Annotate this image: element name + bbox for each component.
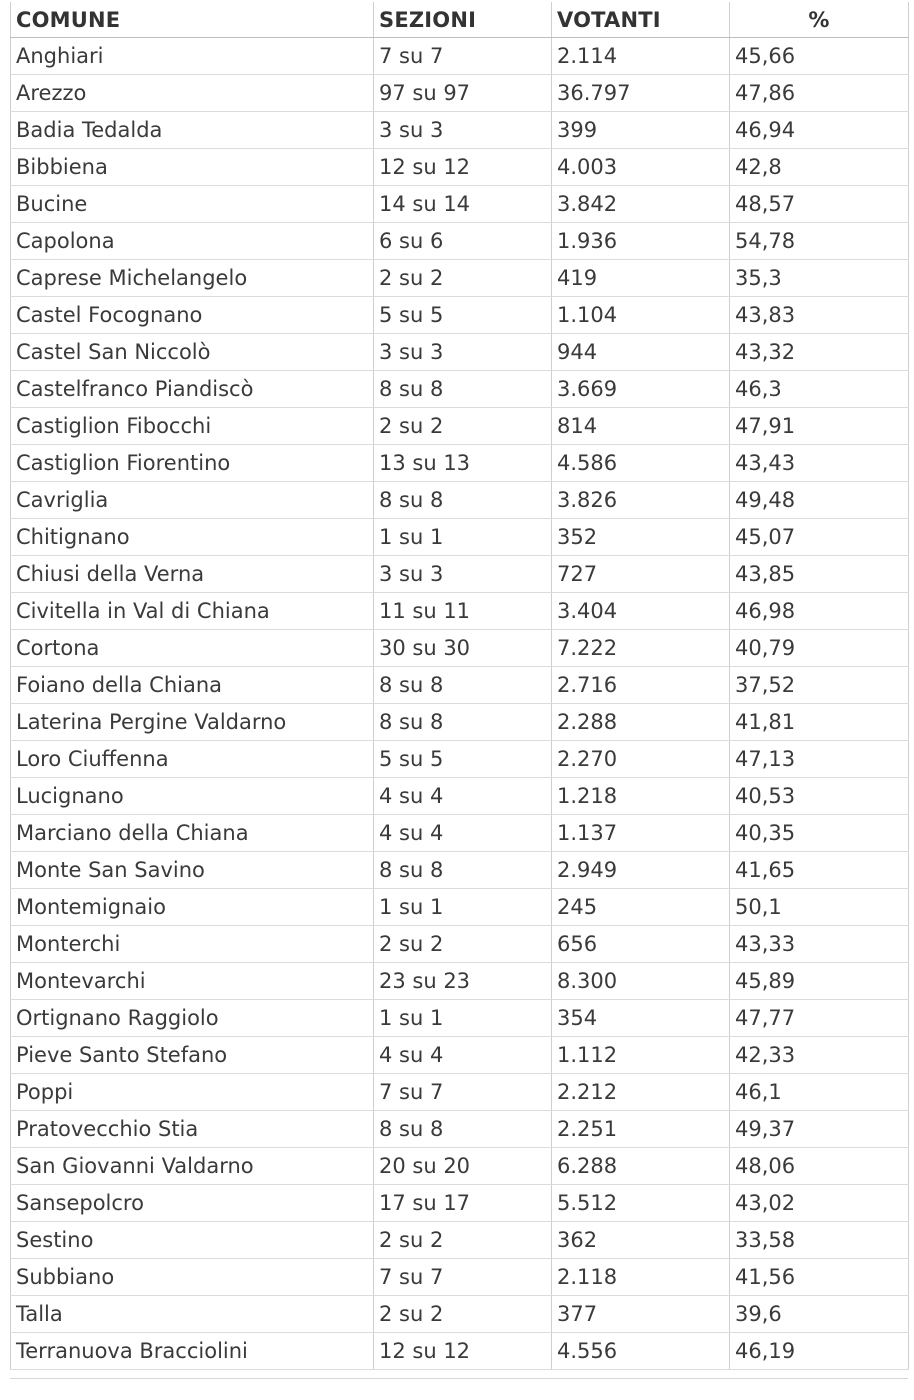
cell-votanti: 1.936 — [552, 223, 730, 260]
cell-comune: Lucignano — [11, 778, 374, 815]
cell-percentuale: 43,83 — [730, 297, 909, 334]
cell-sezioni: 7 su 7 — [374, 1074, 552, 1111]
cell-votanti: 4.586 — [552, 445, 730, 482]
cell-comune: Foiano della Chiana — [11, 667, 374, 704]
table-row — [11, 1333, 909, 1370]
cell-percentuale: 40,35 — [730, 815, 909, 852]
cell-votanti: 1.112 — [552, 1037, 730, 1074]
table-row — [11, 223, 909, 260]
cell-votanti: 2.251 — [552, 1111, 730, 1148]
cell-percentuale: 47,91 — [730, 408, 909, 445]
cell-comune: Chiusi della Verna — [11, 556, 374, 593]
cell-votanti: 399 — [552, 112, 730, 149]
cell-sezioni: 8 su 8 — [374, 1111, 552, 1148]
cell-comune: Castel Focognano — [11, 297, 374, 334]
cell-comune: Marciano della Chiana — [11, 815, 374, 852]
cell-sezioni: 7 su 7 — [374, 38, 552, 75]
cell-percentuale: 45,89 — [730, 963, 909, 1000]
cell-percentuale: 54,78 — [730, 223, 909, 260]
cell-percentuale: 41,81 — [730, 704, 909, 741]
cell-votanti: 377 — [552, 1296, 730, 1333]
cell-comune: Chitignano — [11, 519, 374, 556]
table-row — [11, 778, 909, 815]
cell-percentuale: 45,07 — [730, 519, 909, 556]
cell-sezioni: 1 su 1 — [374, 889, 552, 926]
cell-sezioni: 2 su 2 — [374, 1296, 552, 1333]
cell-comune: Pratovecchio Stia — [11, 1111, 374, 1148]
header-row — [11, 2, 909, 38]
header-sezioni: SEZIONI — [374, 2, 552, 38]
cell-votanti: 2.212 — [552, 1074, 730, 1111]
cell-comune: Monte San Savino — [11, 852, 374, 889]
cell-percentuale: 45,66 — [730, 38, 909, 75]
cell-sezioni: 17 su 17 — [374, 1185, 552, 1222]
table-row — [11, 297, 909, 334]
cell-votanti: 1.104 — [552, 297, 730, 334]
cell-votanti: 5.512 — [552, 1185, 730, 1222]
cell-percentuale: 49,48 — [730, 482, 909, 519]
cell-sezioni: 8 su 8 — [374, 704, 552, 741]
table-row — [11, 519, 909, 556]
table-row — [11, 926, 909, 963]
cell-percentuale: 43,43 — [730, 445, 909, 482]
cell-votanti: 2.716 — [552, 667, 730, 704]
cell-sezioni: 2 su 2 — [374, 926, 552, 963]
table-row — [11, 445, 909, 482]
cell-percentuale: 40,79 — [730, 630, 909, 667]
cell-sezioni: 20 su 20 — [374, 1148, 552, 1185]
cell-comune: Castel San Niccolò — [11, 334, 374, 371]
cell-sezioni: 1 su 1 — [374, 1000, 552, 1037]
cell-percentuale: 43,33 — [730, 926, 909, 963]
cell-comune: Loro Ciuffenna — [11, 741, 374, 778]
cell-votanti: 354 — [552, 1000, 730, 1037]
cell-votanti: 656 — [552, 926, 730, 963]
cell-percentuale: 49,37 — [730, 1111, 909, 1148]
table-body — [11, 38, 909, 1370]
cell-sezioni: 8 su 8 — [374, 371, 552, 408]
table-row — [11, 1259, 909, 1296]
cell-percentuale: 33,58 — [730, 1222, 909, 1259]
cell-votanti: 814 — [552, 408, 730, 445]
table-row — [11, 630, 909, 667]
cell-percentuale: 48,06 — [730, 1148, 909, 1185]
cell-comune: Laterina Pergine Valdarno — [11, 704, 374, 741]
table-row — [11, 667, 909, 704]
cell-percentuale: 46,1 — [730, 1074, 909, 1111]
cell-comune: Monterchi — [11, 926, 374, 963]
cell-sezioni: 23 su 23 — [374, 963, 552, 1000]
cell-votanti: 2.114 — [552, 38, 730, 75]
cell-percentuale: 43,02 — [730, 1185, 909, 1222]
table-row — [11, 704, 909, 741]
cell-comune: Talla — [11, 1296, 374, 1333]
cell-sezioni: 5 su 5 — [374, 741, 552, 778]
header-percentuale: % — [730, 2, 909, 38]
table-row — [11, 1222, 909, 1259]
cell-sezioni: 97 su 97 — [374, 75, 552, 112]
cell-sezioni: 8 su 8 — [374, 852, 552, 889]
cell-votanti: 3.842 — [552, 186, 730, 223]
cell-votanti: 7.222 — [552, 630, 730, 667]
cell-sezioni: 12 su 12 — [374, 1333, 552, 1370]
cell-comune: Pieve Santo Stefano — [11, 1037, 374, 1074]
cell-comune: Capolona — [11, 223, 374, 260]
cell-comune: Sestino — [11, 1222, 374, 1259]
cell-sezioni: 13 su 13 — [374, 445, 552, 482]
header-votanti: VOTANTI — [552, 2, 730, 38]
cell-sezioni: 4 su 4 — [374, 815, 552, 852]
table-row — [11, 593, 909, 630]
cell-sezioni: 3 su 3 — [374, 112, 552, 149]
cell-comune: Cortona — [11, 630, 374, 667]
cell-votanti: 2.949 — [552, 852, 730, 889]
table-row — [11, 482, 909, 519]
cell-sezioni: 14 su 14 — [374, 186, 552, 223]
cell-percentuale: 46,98 — [730, 593, 909, 630]
cell-percentuale: 43,32 — [730, 334, 909, 371]
cell-comune: Bucine — [11, 186, 374, 223]
cell-percentuale: 35,3 — [730, 260, 909, 297]
cell-comune: Cavriglia — [11, 482, 374, 519]
cell-votanti: 3.826 — [552, 482, 730, 519]
cell-comune: Anghiari — [11, 38, 374, 75]
table-row — [11, 1148, 909, 1185]
cell-percentuale: 47,13 — [730, 741, 909, 778]
table-row — [11, 1111, 909, 1148]
cell-votanti: 3.669 — [552, 371, 730, 408]
cell-votanti: 6.288 — [552, 1148, 730, 1185]
cell-percentuale: 46,3 — [730, 371, 909, 408]
table-row — [11, 149, 909, 186]
table-header — [11, 2, 909, 38]
table-row — [11, 1000, 909, 1037]
cell-percentuale: 48,57 — [730, 186, 909, 223]
table-bottom-rule — [10, 1378, 908, 1379]
cell-votanti: 4.556 — [552, 1333, 730, 1370]
cell-sezioni: 3 su 3 — [374, 334, 552, 371]
cell-percentuale: 37,52 — [730, 667, 909, 704]
cell-comune: Terranuova Bracciolini — [11, 1333, 374, 1370]
cell-sezioni: 7 su 7 — [374, 1259, 552, 1296]
cell-sezioni: 2 su 2 — [374, 408, 552, 445]
table-row — [11, 1296, 909, 1333]
cell-percentuale: 46,19 — [730, 1333, 909, 1370]
cell-comune: Castelfranco Piandiscò — [11, 371, 374, 408]
cell-sezioni: 12 su 12 — [374, 149, 552, 186]
cell-comune: Bibbiena — [11, 149, 374, 186]
cell-comune: Sansepolcro — [11, 1185, 374, 1222]
cell-percentuale: 41,56 — [730, 1259, 909, 1296]
table-row — [11, 1185, 909, 1222]
cell-percentuale: 42,33 — [730, 1037, 909, 1074]
cell-comune: Castiglion Fibocchi — [11, 408, 374, 445]
cell-sezioni: 6 su 6 — [374, 223, 552, 260]
cell-votanti: 8.300 — [552, 963, 730, 1000]
table-row — [11, 334, 909, 371]
cell-votanti: 36.797 — [552, 75, 730, 112]
header-comune: COMUNE — [11, 2, 374, 38]
cell-sezioni: 4 su 4 — [374, 1037, 552, 1074]
cell-votanti: 4.003 — [552, 149, 730, 186]
cell-sezioni: 8 su 8 — [374, 667, 552, 704]
cell-votanti: 2.270 — [552, 741, 730, 778]
cell-votanti: 419 — [552, 260, 730, 297]
cell-votanti: 1.218 — [552, 778, 730, 815]
cell-percentuale: 43,85 — [730, 556, 909, 593]
cell-votanti: 352 — [552, 519, 730, 556]
cell-comune: Montemignaio — [11, 889, 374, 926]
cell-votanti: 1.137 — [552, 815, 730, 852]
table-row — [11, 889, 909, 926]
cell-sezioni: 11 su 11 — [374, 593, 552, 630]
cell-percentuale: 42,8 — [730, 149, 909, 186]
cell-sezioni: 5 su 5 — [374, 297, 552, 334]
cell-percentuale: 47,86 — [730, 75, 909, 112]
cell-percentuale: 41,65 — [730, 852, 909, 889]
cell-comune: Civitella in Val di Chiana — [11, 593, 374, 630]
cell-comune: Subbiano — [11, 1259, 374, 1296]
cell-percentuale: 46,94 — [730, 112, 909, 149]
table-row — [11, 186, 909, 223]
cell-comune: Caprese Michelangelo — [11, 260, 374, 297]
table-row — [11, 75, 909, 112]
table-row — [11, 112, 909, 149]
cell-comune: Castiglion Fiorentino — [11, 445, 374, 482]
cell-sezioni: 2 su 2 — [374, 1222, 552, 1259]
cell-votanti: 2.118 — [552, 1259, 730, 1296]
cell-comune: San Giovanni Valdarno — [11, 1148, 374, 1185]
table-row — [11, 1037, 909, 1074]
cell-comune: Montevarchi — [11, 963, 374, 1000]
table-row — [11, 963, 909, 1000]
cell-sezioni: 3 su 3 — [374, 556, 552, 593]
results-table — [10, 2, 909, 1370]
cell-percentuale: 47,77 — [730, 1000, 909, 1037]
cell-votanti: 362 — [552, 1222, 730, 1259]
cell-votanti: 2.288 — [552, 704, 730, 741]
cell-sezioni: 8 su 8 — [374, 482, 552, 519]
cell-votanti: 3.404 — [552, 593, 730, 630]
table-row — [11, 260, 909, 297]
table-row — [11, 556, 909, 593]
cell-comune: Badia Tedalda — [11, 112, 374, 149]
cell-comune: Ortignano Raggiolo — [11, 1000, 374, 1037]
cell-percentuale: 40,53 — [730, 778, 909, 815]
cell-sezioni: 30 su 30 — [374, 630, 552, 667]
table-row — [11, 852, 909, 889]
cell-sezioni: 2 su 2 — [374, 260, 552, 297]
cell-votanti: 944 — [552, 334, 730, 371]
table-row — [11, 408, 909, 445]
table-row — [11, 38, 909, 75]
cell-percentuale: 39,6 — [730, 1296, 909, 1333]
table-row — [11, 815, 909, 852]
table-row — [11, 741, 909, 778]
cell-sezioni: 4 su 4 — [374, 778, 552, 815]
table-row — [11, 1074, 909, 1111]
cell-votanti: 727 — [552, 556, 730, 593]
cell-sezioni: 1 su 1 — [374, 519, 552, 556]
cell-votanti: 245 — [552, 889, 730, 926]
cell-comune: Arezzo — [11, 75, 374, 112]
cell-percentuale: 50,1 — [730, 889, 909, 926]
cell-comune: Poppi — [11, 1074, 374, 1111]
table-row — [11, 371, 909, 408]
